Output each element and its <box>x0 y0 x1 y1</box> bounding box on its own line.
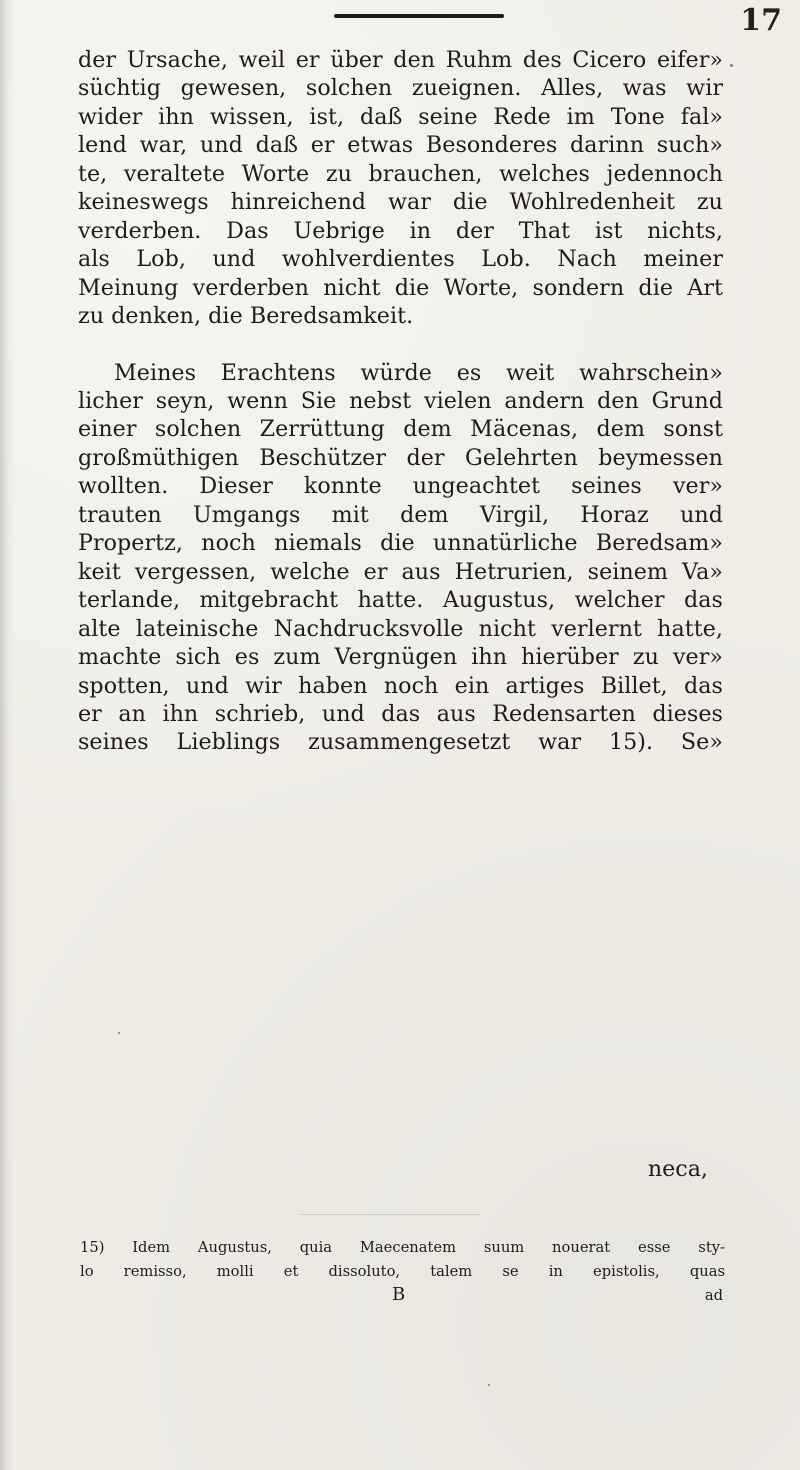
signature-mark: B <box>392 1284 406 1305</box>
body-line-9: Meinung verderben nicht die Worte, sondern die Art <box>78 274 723 301</box>
body-line-1: der Ursache, weil er über den Ruhm des Cicero eifer» <box>78 47 723 73</box>
footnote-line-1: 15) Idem Augustus, quia Maecenatem suum nouerat esse sty- <box>80 1239 725 1256</box>
catchword: neca, <box>647 1156 708 1182</box>
footnote-block <box>80 1236 725 1284</box>
body-line-10: zu denken, die Beredsamkeit. <box>78 303 414 330</box>
paper-speck <box>730 64 733 67</box>
body-line-14: großmüthigen Beschützer der Gelehrten beymessen <box>78 444 723 471</box>
page-number: 17 <box>740 3 782 38</box>
body-line-3: wider ihn wissen, ist, daß seine Rede im Tone fal» <box>78 103 723 130</box>
body-line-12: licher seyn, wenn Sie nebst vielen andern den Grund <box>78 387 723 414</box>
body-line-5: te, veraltete Worte zu brauchen, welches jedennoch <box>78 160 723 187</box>
body-line-13: einer solchen Zerrüttung dem Mäcenas, dem sonst <box>78 416 723 443</box>
signature-catchword: ad <box>704 1287 723 1304</box>
paper-speck <box>488 1384 490 1386</box>
body-line-4: lend war, und daß er etwas Besonderes darinn such» <box>78 132 723 159</box>
body-line-20: alte lateinische Nachdrucksvolle nicht verlernt hatte, <box>78 615 723 642</box>
body-line-6: keineswegs hinreichend war die Wohlredenheit zu <box>78 189 723 216</box>
footnote-line-2: lo remisso, molli et dissoluto, talem se in epistolis, quas <box>80 1263 725 1280</box>
body-line-17: Propertz, noch niemals die unnatürliche Beredsam» <box>78 530 723 557</box>
body-line-16: trauten Umgangs mit dem Virgil, Horaz und <box>78 501 723 528</box>
body-line-8: als Lob, und wohlverdientes Lob. Nach meiner <box>78 246 723 273</box>
body-line-18: keit vergessen, welche er aus Hetrurien, seinem Va» <box>78 558 723 585</box>
body-line-19: terlande, mitgebracht hatte. Augustus, welcher das <box>78 587 723 614</box>
paper-speck <box>118 1032 120 1034</box>
paragraph-gap <box>78 331 723 359</box>
body-line-23: er an ihn schrieb, und das aus Redensarten dieses <box>78 700 723 727</box>
body-line-24: seines Lieblings zusammengesetzt war 15). Se» <box>78 729 723 756</box>
body-line-2: süchtig gewesen, solchen zueignen. Alles, was wir <box>78 75 723 102</box>
body-line-21: machte sich es zum Vergnügen ihn hierüber zu ver» <box>78 644 723 671</box>
footnote-rule <box>300 1214 480 1215</box>
body-line-11: Meines Erachtens würde es weit wahrschein» <box>114 359 723 386</box>
main-text-block <box>78 46 723 757</box>
body-line-7: verderben. Das Uebrige in der That ist nichts, <box>78 217 723 244</box>
body-line-22: spotten, und wir haben noch ein artiges Billet, das <box>78 672 723 699</box>
body-line-15: wollten. Dieser konnte ungeachtet seines ver» <box>78 473 723 500</box>
page-top-rule <box>334 14 504 18</box>
page-binding-shadow <box>0 0 14 1470</box>
